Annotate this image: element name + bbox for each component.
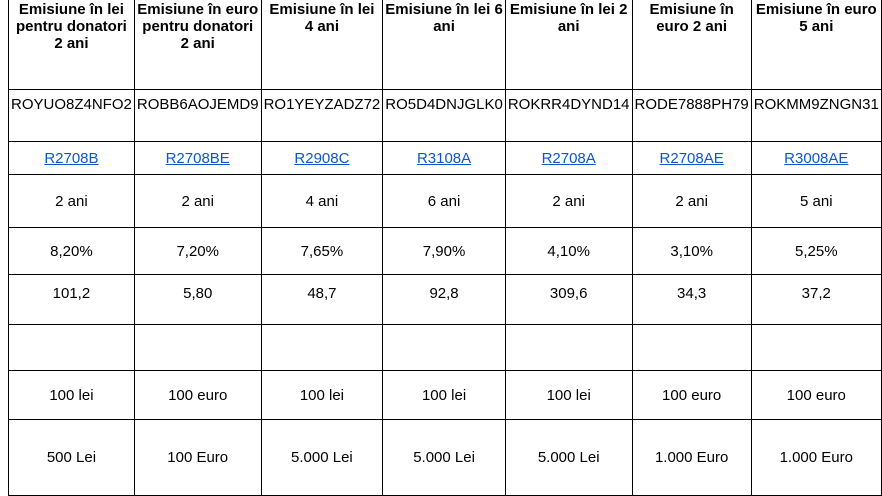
amount-cell: 5,80 — [134, 275, 261, 325]
symbol-cell — [751, 142, 881, 175]
rate-row — [9, 228, 882, 275]
term-cell: 2 ani — [632, 175, 751, 228]
blank-cell — [261, 325, 383, 371]
isin-cell: RODE7888PH79 — [632, 90, 751, 142]
header-row — [9, 0, 882, 90]
rate-cell: 8,20% — [9, 228, 135, 275]
rate-cell: 7,20% — [134, 228, 261, 275]
isin-row — [9, 90, 882, 142]
nominal-value-cell: 100 euro — [134, 371, 261, 420]
nominal-value-row — [9, 371, 882, 420]
min-investment-cell: 5.000 Lei — [505, 420, 632, 496]
term-cell: 2 ani — [9, 175, 135, 228]
symbol-link[interactable]: R2708B — [44, 149, 99, 167]
rate-cell: 4,10% — [505, 228, 632, 275]
symbol-cell — [134, 142, 261, 175]
term-cell: 2 ani — [134, 175, 261, 228]
blank-cell — [751, 325, 881, 371]
isin-cell: ROBB6AOJEMD9 — [134, 90, 261, 142]
rate-cell: 5,25% — [751, 228, 881, 275]
symbol-cell — [505, 142, 632, 175]
symbol-link[interactable]: R2708BE — [165, 149, 230, 167]
amount-cell: 309,6 — [505, 275, 632, 325]
symbol-link[interactable]: R3008AE — [784, 149, 849, 167]
term-row — [9, 175, 882, 228]
amount-cell: 92,8 — [383, 275, 506, 325]
amount-cell: 48,7 — [261, 275, 383, 325]
rate-cell: 3,10% — [632, 228, 751, 275]
isin-cell: RO1YEYZADZ72 — [261, 90, 383, 142]
symbol-link[interactable]: R3108A — [416, 149, 472, 167]
isin-cell: ROYUO8Z4NFO2 — [9, 90, 135, 142]
header-cell: Emisiune în lei pentru donatori 2 ani — [9, 0, 135, 90]
header-cell: Emisiune în lei 6 ani — [383, 0, 506, 90]
nominal-value-cell: 100 lei — [9, 371, 135, 420]
header-cell: Emisiune în euro pentru donatori 2 ani — [134, 0, 261, 90]
rate-cell: 7,90% — [383, 228, 506, 275]
blank-cell — [383, 325, 506, 371]
amount-cell: 101,2 — [9, 275, 135, 325]
min-investment-cell: 5.000 Lei — [261, 420, 383, 496]
nominal-value-cell: 100 euro — [751, 371, 881, 420]
min-investment-row — [9, 420, 882, 496]
header-cell: Emisiune în lei 2 ani — [505, 0, 632, 90]
min-investment-cell: 1.000 Euro — [632, 420, 751, 496]
min-investment-cell: 100 Euro — [134, 420, 261, 496]
isin-cell: ROKRR4DYND14 — [505, 90, 632, 142]
term-cell: 4 ani — [261, 175, 383, 228]
symbol-cell — [261, 142, 383, 175]
header-cell: Emisiune în euro 2 ani — [632, 0, 751, 90]
amount-row — [9, 275, 882, 325]
min-investment-cell: 5.000 Lei — [383, 420, 506, 496]
header-cell: Emisiune în lei 4 ani — [261, 0, 383, 90]
nominal-value-cell: 100 lei — [505, 371, 632, 420]
header-cell: Emisiune în euro 5 ani — [751, 0, 881, 90]
min-investment-cell: 500 Lei — [9, 420, 135, 496]
nominal-value-cell: 100 lei — [383, 371, 506, 420]
symbol-link[interactable]: R2708AE — [659, 149, 724, 167]
symbol-cell — [383, 142, 506, 175]
symbol-cell — [9, 142, 135, 175]
blank-cell — [9, 325, 135, 371]
term-cell: 5 ani — [751, 175, 881, 228]
blank-row — [9, 325, 882, 371]
amount-cell: 37,2 — [751, 275, 881, 325]
amount-cell: 34,3 — [632, 275, 751, 325]
min-investment-cell: 1.000 Euro — [751, 420, 881, 496]
blank-cell — [134, 325, 261, 371]
blank-cell — [632, 325, 751, 371]
rate-cell: 7,65% — [261, 228, 383, 275]
symbol-link[interactable]: R2908C — [294, 149, 350, 167]
blank-cell — [505, 325, 632, 371]
symbol-row — [9, 142, 882, 175]
nominal-value-cell: 100 lei — [261, 371, 383, 420]
bonds-table — [8, 0, 882, 496]
isin-cell: ROKMM9ZNGN31 — [751, 90, 881, 142]
term-cell: 2 ani — [505, 175, 632, 228]
symbol-link[interactable]: R2708A — [541, 149, 596, 167]
symbol-cell — [632, 142, 751, 175]
nominal-value-cell: 100 euro — [632, 371, 751, 420]
isin-cell: RO5D4DNJGLK0 — [383, 90, 506, 142]
term-cell: 6 ani — [383, 175, 506, 228]
